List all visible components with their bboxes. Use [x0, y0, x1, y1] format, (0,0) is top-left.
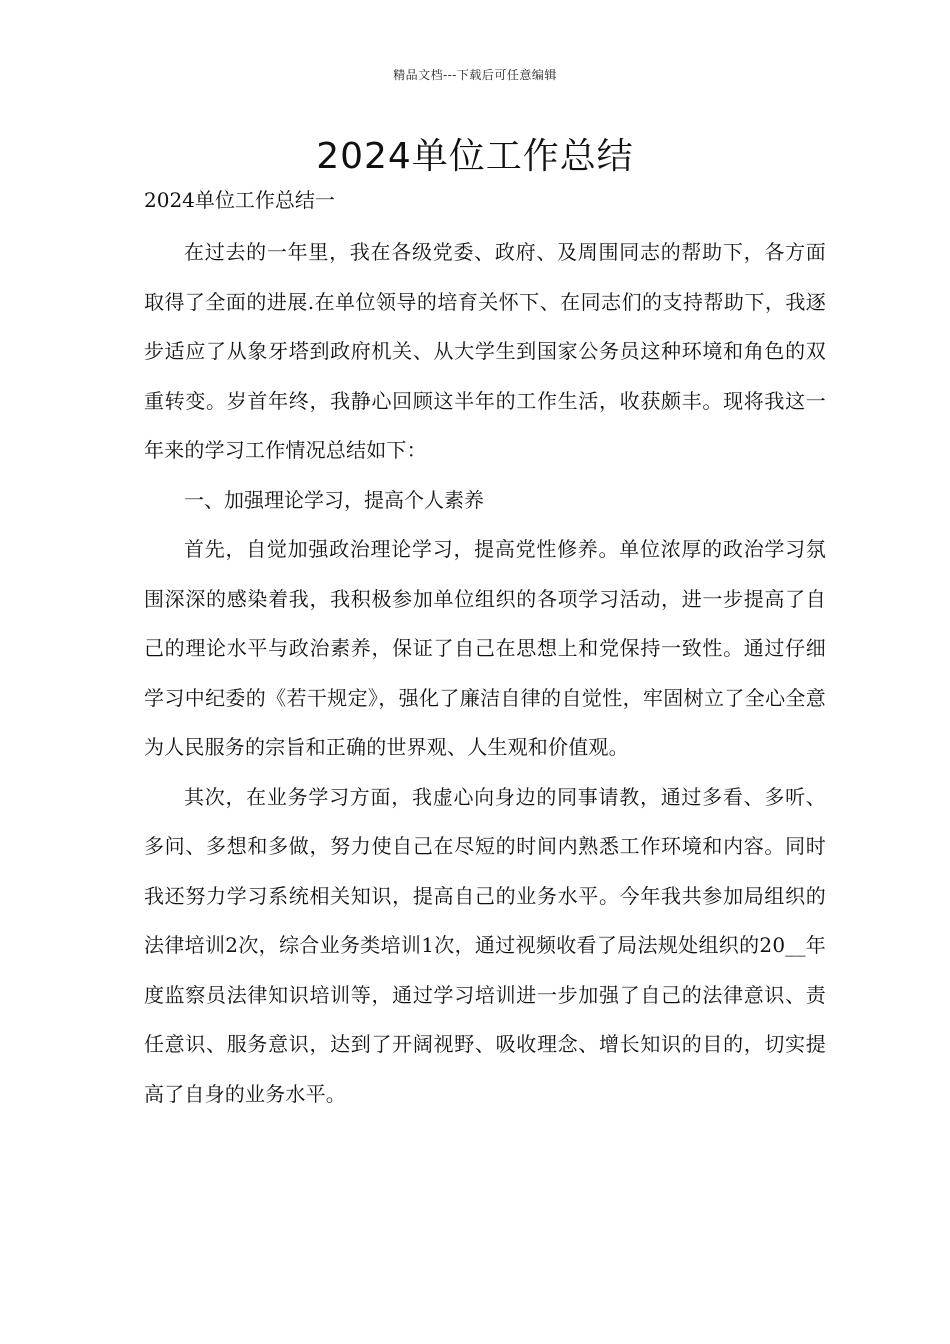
header-note: 精品文档---下载后可任意编辑 — [393, 68, 557, 82]
document-title: 2024单位工作总结 — [316, 136, 634, 177]
paragraph-second: 其次，在业务学习方面，我虚心向身边的同事请教，通过多看、多听、多问、多想和多做，努力使自己在尽短的时间内熟悉工作环境和内容。同时我还努力学习系统相关知识，提高自己的业务水平。今年我共参加局组织的法律培训2次，综合业务类培训1次，通过视频收看了局法规处组织的20__年度监察员法律知识培训等，通过学习培训进一步加强了自己的法律意识、责任意识、服务意识，达到了开阔视野、吸收理念、增长知识的目的，切实提高了自身的业务水平。 — [144, 784, 826, 1106]
document-body — [144, 183, 826, 1119]
paragraph-first: 首先，自觉加强政治理论学习，提高党性修养。单位浓厚的政治学习氛围深深的感染着我，我积极参加单位组织的各项学习活动，进一步提高了自己的理论水平与政治素养，保证了自己在思想上和党保持一致性。通过仔细学习中纪委的《若干规定》，强化了廉洁自律的自觉性，牢固树立了全心全意为人民服务的宗旨和正确的世界观、人生观和价值观。 — [144, 537, 826, 759]
section-heading-1: 一、加强理论学习，提高个人素养 — [184, 487, 484, 512]
document-subtitle: 2024单位工作总结一 — [144, 188, 335, 212]
paragraph-intro: 在过去的一年里，我在各级党委、政府、及周围同志的帮助下，各方面取得了全面的进展.在单位领导的培育关怀下、在同志们的支持帮助下，我逐步适应了从象牙塔到政府机关、从大学生到国家公务员这种环境和角色的双重转变。岁首年终，我静心回顾这半年的工作生活，收获颇丰。现将我这一年来的学习工作情况总结如下： — [144, 240, 826, 462]
